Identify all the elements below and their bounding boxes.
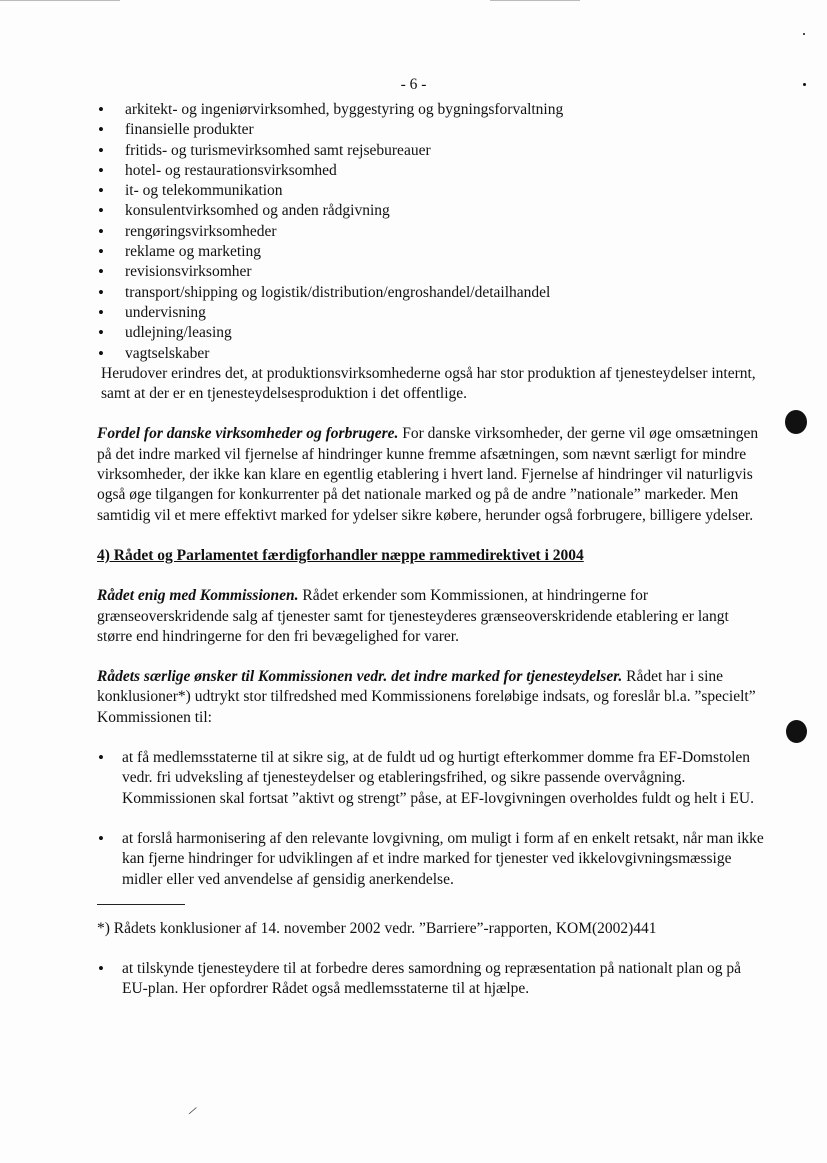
punch-hole-mark (786, 720, 807, 743)
list-item: • at forslå harmonisering af den relevante lovgivning, om muligt i form af en enkelt retsakt, når man ikke kan fjerne hindringer for udviklingen af et indre marked for tjenester ved ikkelovgivningsmæssige midler eller ved anvendelse af gensidig anerkendelse. (97, 829, 767, 890)
footnote: *) Rådets konklusioner af 14. november 2002 vedr. ”Barriere”-rapporten, KOM(2002)441 (97, 919, 657, 937)
list-item: • it- og telekommunikation (97, 181, 767, 201)
council-wishes-paragraph (97, 667, 767, 728)
note-paragraph: Herudover erindres det, at produktionsvirksomhederne også har stor produktion af tjenesteydelser internt, samt at der er en tjenesteydelsesproduktion i det offentlige. (101, 364, 756, 403)
paragraph-text: Rådet erkender som Kommissionen, at hindringerne for grænseoverskridende salg af tjenester samt for tjenesteyderes grænseoverskridende etablering er langt større end hindringerne for den fri bevægelighed for varer. (97, 587, 729, 645)
section-heading: 4) Rådet og Parlamentet færdigforhandler næppe rammedirektivet i 2004 (97, 546, 584, 564)
list-item: • at få medlemsstaterne til at sikre sig, at de fuldt ud og hurtigt efterkommer domme fra EF-Domstolen vedr. fri udveksling af tjenesteydelser og etableringsfrihed, og sikre passende overvågning. Kommissionen skal fortsat ”aktivt og strengt” påse, at EF-lovgivningen overholdes fuldt og helt i EU. (97, 748, 767, 809)
speck-mark (803, 83, 806, 86)
list-item: • undervisning (97, 303, 767, 323)
speck-mark (803, 33, 805, 35)
paragraph-text: For danske virksomheder, der gerne vil øge omsætningen på det indre marked vil fjernelse af hindringer kunne fremme afsætningen, som nævnt særligt for mindre virksomheder, der ikke kan klare en egentlig etablering i hvert land. Fjernelse af hindringer vil naturligvis også øge tilgangen for konkurrenter på det nationale marked og på de andre ”nationale” markeder. Men samtidig vil et mere effektivt marked for ydelser sikre købere, herunder også forbrugere, billigere ydelser. (97, 425, 759, 524)
wish-list (97, 748, 767, 809)
list-item: • hotel- og restaurationsvirksomhed (97, 161, 767, 181)
document-body (97, 100, 767, 1000)
paragraph-lead: Fordel for danske virksomheder og forbrugere. (97, 425, 399, 443)
advantage-paragraph (97, 424, 767, 525)
page-number: - 6 - (400, 76, 427, 93)
wish-list (97, 829, 767, 890)
list-item: • revisionsvirksomher (97, 262, 767, 282)
list-item: • finansielle produkter (97, 120, 767, 140)
council-agrees-paragraph (97, 586, 767, 647)
paragraph-text: Rådet har i sine konklusioner*) udtrykt stor tilfredshed med Kommissionens foreløbige indsats, og foreslår bl.a. ”specielt” Kommissionen til: (97, 668, 756, 726)
paragraph-lead: Rådet enig med Kommissionen. (97, 587, 299, 605)
list-item: • at tilskynde tjenesteydere til at forbedre deres samordning og repræsentation på nationalt plan og på EU-plan. Her opfordrer Rådet også medlemsstaterne til at hjælpe. (97, 959, 767, 1000)
list-item: • rengøringsvirksomheder (97, 222, 767, 242)
list-item: • konsulentvirksomhed og anden rådgivning (97, 201, 767, 221)
pen-mark: / (186, 1104, 198, 1120)
punch-hole-mark (785, 410, 807, 434)
list-item: • reklame og marketing (97, 242, 767, 262)
list-item: • arkitekt- og ingeniørvirksomhed, byggestyring og bygningsforvaltning (97, 100, 767, 120)
list-item: • transport/shipping og logistik/distribution/engroshandel/detailhandel (97, 283, 767, 303)
final-list (97, 959, 767, 1000)
list-item: • udlejning/leasing (97, 323, 767, 343)
scan-edge-line (490, 0, 580, 1)
list-item: • vagtselskaber (97, 344, 767, 364)
service-list (97, 100, 767, 364)
list-item: • fritids- og turismevirksomhed samt rejsebureauer (97, 141, 767, 161)
paragraph-lead: Rådets særlige ønsker til Kommissionen vedr. det indre marked for tjenesteydelser. (97, 668, 623, 686)
scan-edge-line (0, 0, 120, 1)
